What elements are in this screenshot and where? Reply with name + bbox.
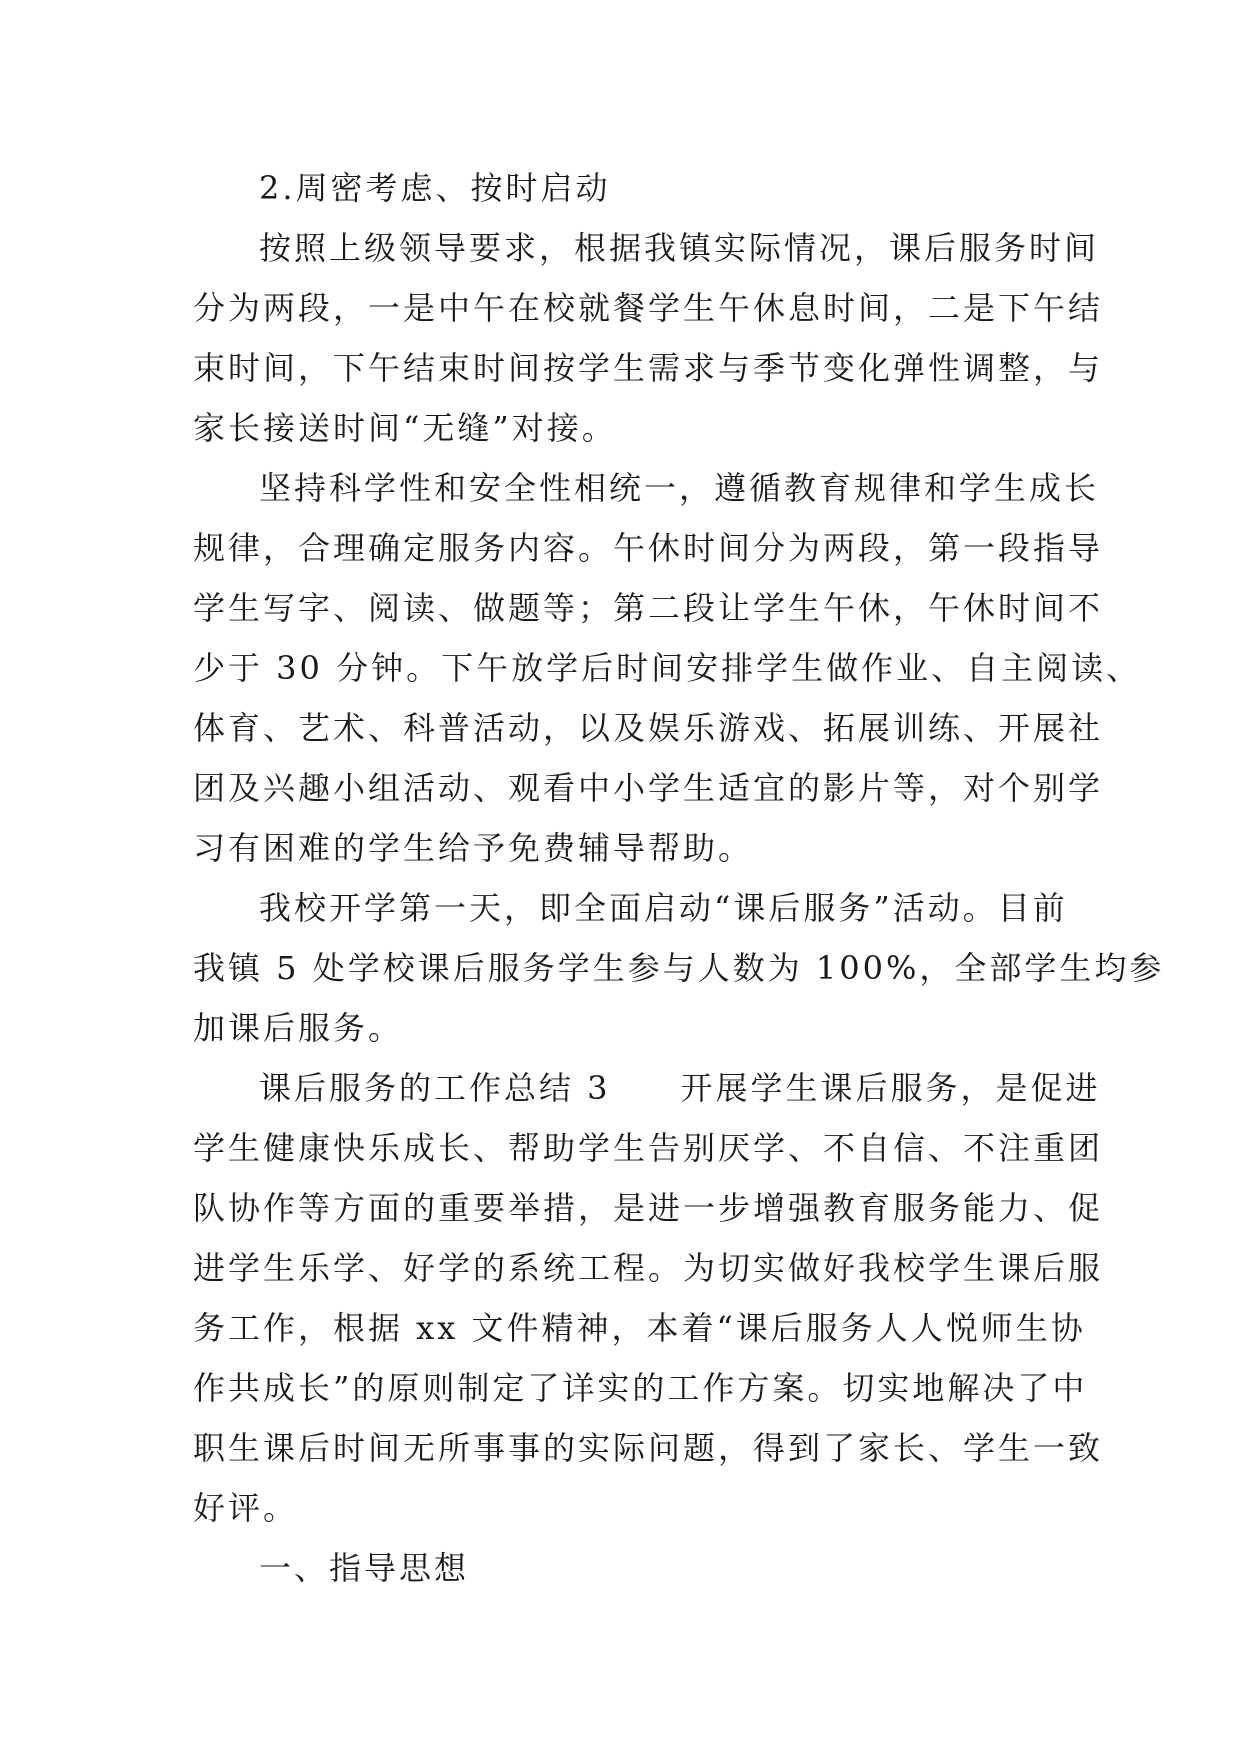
text-line: 学生健康快乐成长、帮助学生告别厌学、不自信、不注重团 [193,1129,1104,1167]
text-line: 加课后服务。 [193,1009,404,1047]
text-line: 课后服务的工作总结 3 开展学生课后服务，是促进 [259,1069,1101,1107]
text-line: 束时间，下午结束时间按学生需求与季节变化弹性调整，与 [193,349,1104,387]
text-line: 分为两段，一是中午在校就餐学生午休息时间，二是下午结 [193,289,1104,327]
text-line: 学生写字、阅读、做题等；第二段让学生午休，午休时间不 [193,589,1104,627]
section-heading: 2.周密考虑、按时启动 [259,169,611,207]
text-line: 团及兴趣小组活动、观看中小学生适宜的影片等，对个别学 [193,769,1104,807]
text-line: 职生课后时间无所事事的实际问题，得到了家长、学生一致 [193,1429,1104,1467]
text-line: 务工作，根据 xx 文件精神，本着“课后服务人人悦师生协 [193,1309,1086,1347]
text-line: 我校开学第一天，即全面启动“课后服务”活动。目前 [259,889,1068,927]
text-line: 规律，合理确定服务内容。午休时间分为两段，第一段指导 [193,529,1104,567]
text-line: 我镇 5 处学校课后服务学生参与人数为 100%，全部学生均参 [193,949,1165,987]
text-line: 按照上级领导要求，根据我镇实际情况，课后服务时间 [259,229,1100,267]
text-line: 体育、艺术、科普活动，以及娱乐游戏、拓展训练、开展社 [193,709,1104,747]
section-heading: 一、指导思想 [259,1549,470,1587]
text-line: 坚持科学性和安全性相统一，遵循教育规律和学生成长 [259,469,1100,507]
text-line: 好评。 [193,1489,299,1527]
text-line: 习有困难的学生给予免费辅导帮助。 [193,829,754,867]
text-line: 家长接送时间“无缝”对接。 [193,409,617,447]
text-line: 少于 30 分钟。下午放学后时间安排学生做作业、自主阅读、 [193,649,1142,687]
text-line: 进学生乐学、好学的系统工程。为切实做好我校学生课后服 [193,1249,1104,1287]
document-body [193,158,1165,1598]
text-line: 队协作等方面的重要举措，是进一步增强教育服务能力、促 [193,1189,1104,1227]
text-line: 作共成长”的原则制定了详实的工作方案。切实地解决了中 [193,1369,1088,1407]
